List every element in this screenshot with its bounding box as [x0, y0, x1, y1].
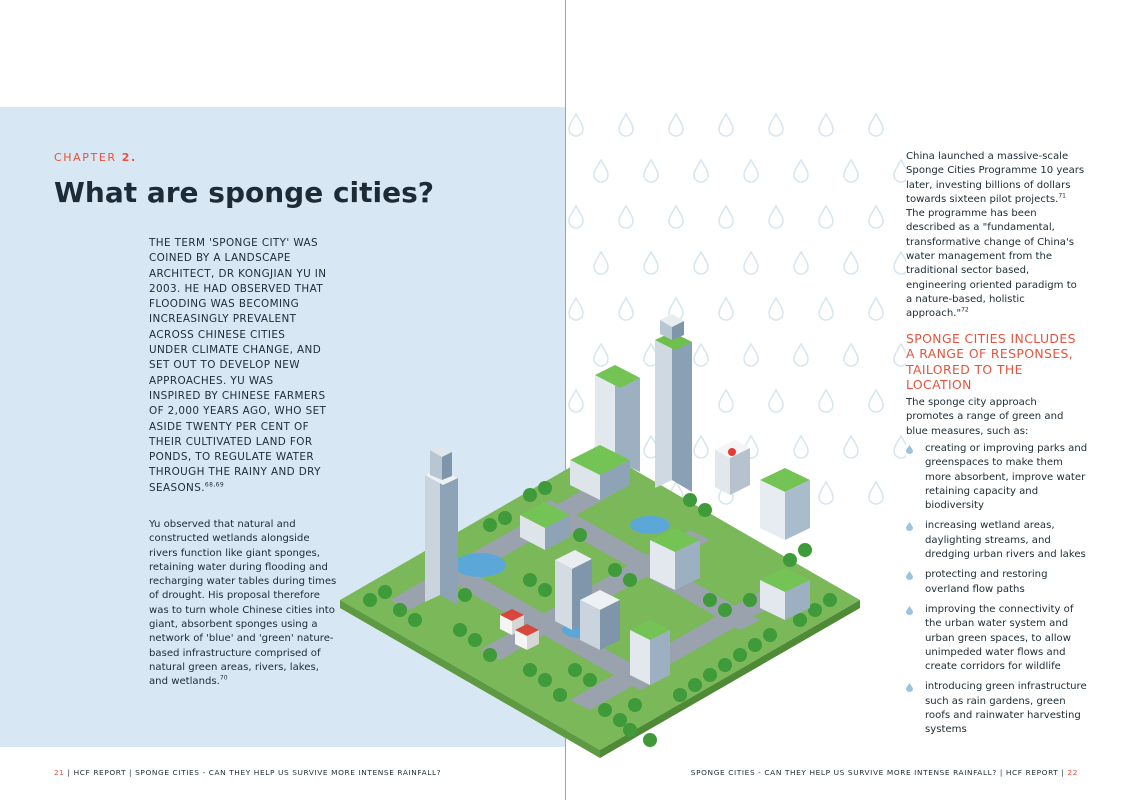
tree-icon	[378, 585, 392, 599]
raindrop-icon	[744, 160, 758, 182]
raindrop-icon	[769, 114, 783, 136]
tree-icon	[598, 703, 612, 717]
raindrop-icon	[894, 252, 906, 274]
tree-icon	[483, 648, 497, 662]
raindrop-icon	[769, 206, 783, 228]
tree-icon	[643, 733, 657, 747]
tree-icon	[673, 688, 687, 702]
tree-icon	[523, 488, 537, 502]
raindrop-icon	[669, 206, 683, 228]
tree-icon	[608, 563, 622, 577]
chapter-number: 2.	[121, 151, 137, 164]
raindrop-icon	[694, 252, 708, 274]
tree-icon	[363, 593, 377, 607]
raindrop-icon	[794, 252, 808, 274]
raindrop-icon	[594, 252, 608, 274]
raindrop-icon	[694, 160, 708, 182]
raindrop-icon	[619, 206, 633, 228]
raindrop-icon	[619, 114, 633, 136]
raindrop-icon	[869, 482, 883, 504]
tree-icon	[583, 673, 597, 687]
raindrop-icon	[869, 298, 883, 320]
tree-icon	[688, 678, 702, 692]
raindrop-icon	[869, 390, 883, 412]
tree-icon	[783, 553, 797, 567]
tree-icon	[568, 663, 582, 677]
tree-icon	[613, 713, 627, 727]
tree-icon	[733, 648, 747, 662]
reference-72: 72	[961, 306, 969, 314]
tree-icon	[393, 603, 407, 617]
tree-icon	[798, 543, 812, 557]
tree-icon	[538, 673, 552, 687]
tree-icon	[683, 493, 697, 507]
page-number-right: 22	[1067, 768, 1078, 777]
tree-icon	[823, 593, 837, 607]
tree-icon	[573, 528, 587, 542]
raindrop-icon	[819, 206, 833, 228]
raindrop-icon	[569, 114, 583, 136]
reference-71: 71	[1058, 192, 1066, 200]
intro-references: 68,69	[204, 481, 225, 489]
tree-icon	[808, 603, 822, 617]
raindrop-icon	[844, 252, 858, 274]
page-title: What are sponge cities?	[54, 176, 435, 209]
raindrop-icon	[894, 436, 906, 458]
raindrop-icon	[869, 114, 883, 136]
raindrop-icon	[744, 252, 758, 274]
right-paragraph-2: The sponge city approach promotes a range of green and blue measures, such as:	[906, 397, 1064, 437]
tree-icon	[408, 613, 422, 627]
list-item: introducing green infrastructure such as rain gardens, green roofs and rainwater harvesting systems	[906, 680, 1088, 737]
raindrop-icon	[719, 114, 733, 136]
list-item: increasing wetland areas, daylighting streams, and dredging urban rivers and lakes	[906, 519, 1088, 562]
tree-icon	[698, 503, 712, 517]
list-item: protecting and restoring overland flow paths	[906, 568, 1088, 597]
sponge-city-illustration	[330, 300, 870, 760]
tree-icon	[523, 573, 537, 587]
tree-icon	[748, 638, 762, 652]
droplet-bullet-icon	[906, 571, 913, 580]
footer-right: SPONGE CITIES - CAN THEY HELP US SURVIVE MORE INTENSE RAINFALL? | HCF REPORT | 22	[690, 768, 1078, 777]
droplet-bullet-icon	[906, 683, 913, 692]
tree-icon	[453, 623, 467, 637]
page-number-left: 21	[54, 768, 65, 777]
list-item: improving the connectivity of the urban water system and urban green spaces, to allow unimpeded water flows and create corridors for wildlife	[906, 603, 1088, 674]
droplet-bullet-icon	[906, 522, 913, 531]
footer-left: 21 | HCF REPORT | SPONGE CITIES - CAN THEY HELP US SURVIVE MORE INTENSE RAINFALL?	[54, 768, 442, 777]
raindrop-icon	[819, 114, 833, 136]
tree-icon	[743, 593, 757, 607]
measures-list	[906, 442, 1088, 744]
tree-icon	[538, 583, 552, 597]
raindrop-icon	[894, 344, 906, 366]
raindrop-icon	[594, 160, 608, 182]
tree-icon	[523, 663, 537, 677]
tree-icon	[623, 723, 637, 737]
tree-icon	[468, 633, 482, 647]
body-paragraph-left: Yu observed that natural and constructed wetlands alongside rivers function like giant sponges, retaining water during flooding and recharging water tables during times of drought. His proposal therefore was to turn whole Chinese cities into giant, absorbent sponges using a network of 'blue' and 'green' nature-based infrastructure comprised of natural green areas, rivers, lakes, and wetlands.$^{70}$	[149, 519, 337, 688]
tree-icon	[628, 698, 642, 712]
tree-icon	[718, 603, 732, 617]
raindrop-icon	[669, 114, 683, 136]
tree-icon	[538, 481, 552, 495]
tree-icon	[458, 588, 472, 602]
chapter-label: CHAPTER 2.	[54, 151, 137, 164]
raindrop-icon	[894, 160, 906, 182]
tree-icon	[483, 518, 497, 532]
tree-icon	[623, 573, 637, 587]
raindrop-icon	[644, 252, 658, 274]
droplet-bullet-icon	[906, 445, 913, 454]
tower-center	[655, 314, 692, 492]
right-paragraph-1: China launched a massive-scale Sponge Cities Programme 10 years later, investing billions of dollars towards sixteen pilot projects.$^{71}$ The programme has been described as a "fundamental, transformative change of China's water management from the traditional sector based, engineering oriented paradigm to a nature-based, holistic approach."$^{72}$	[906, 151, 1085, 320]
raindrop-icon	[869, 206, 883, 228]
tree-icon	[718, 658, 732, 672]
raindrop-icon	[569, 206, 583, 228]
raindrop-icon	[844, 160, 858, 182]
raindrop-icon	[719, 206, 733, 228]
droplet-bullet-icon	[906, 606, 913, 615]
raindrop-icon	[794, 160, 808, 182]
list-item: creating or improving parks and greenspaces to make them more absorbent, improve water retaining capacity and biodiversity	[906, 442, 1088, 513]
tree-icon	[498, 511, 512, 525]
tree-icon	[763, 628, 777, 642]
tower-left	[425, 445, 458, 605]
intro-paragraph: THE TERM 'SPONGE CITY' WAS COINED BY A LANDSCAPE ARCHITECT, DR KONGJIAN YU IN 2003. HE HAD OBSERVED THAT FLOODING WAS BECOMING INCREASINGLY PREVALENT ACROSS CHINESE CITIES UNDER CLIMATE CHANGE, AND SET OUT TO DEVELOP NEW APPROACHES. YU WAS INSPIRED BY CHINESE FARMERS OF 2,000 YEARS AGO, WHO SET ASIDE TWENTY PER CENT OF THEIR CULTIVATED LAND FOR PONDS, TO REGULATE WATER THROUGH THE RAINY AND DRY SEASONS.$^{68,69}$	[149, 237, 327, 494]
tree-icon	[703, 668, 717, 682]
tree-icon	[703, 593, 717, 607]
raindrop-icon	[644, 160, 658, 182]
body-reference: 70	[219, 674, 228, 682]
section-heading: SPONGE CITIES INCLUDES A RANGE OF RESPONSES, TAILORED TO THE LOCATION	[906, 331, 1076, 392]
tree-icon	[553, 688, 567, 702]
